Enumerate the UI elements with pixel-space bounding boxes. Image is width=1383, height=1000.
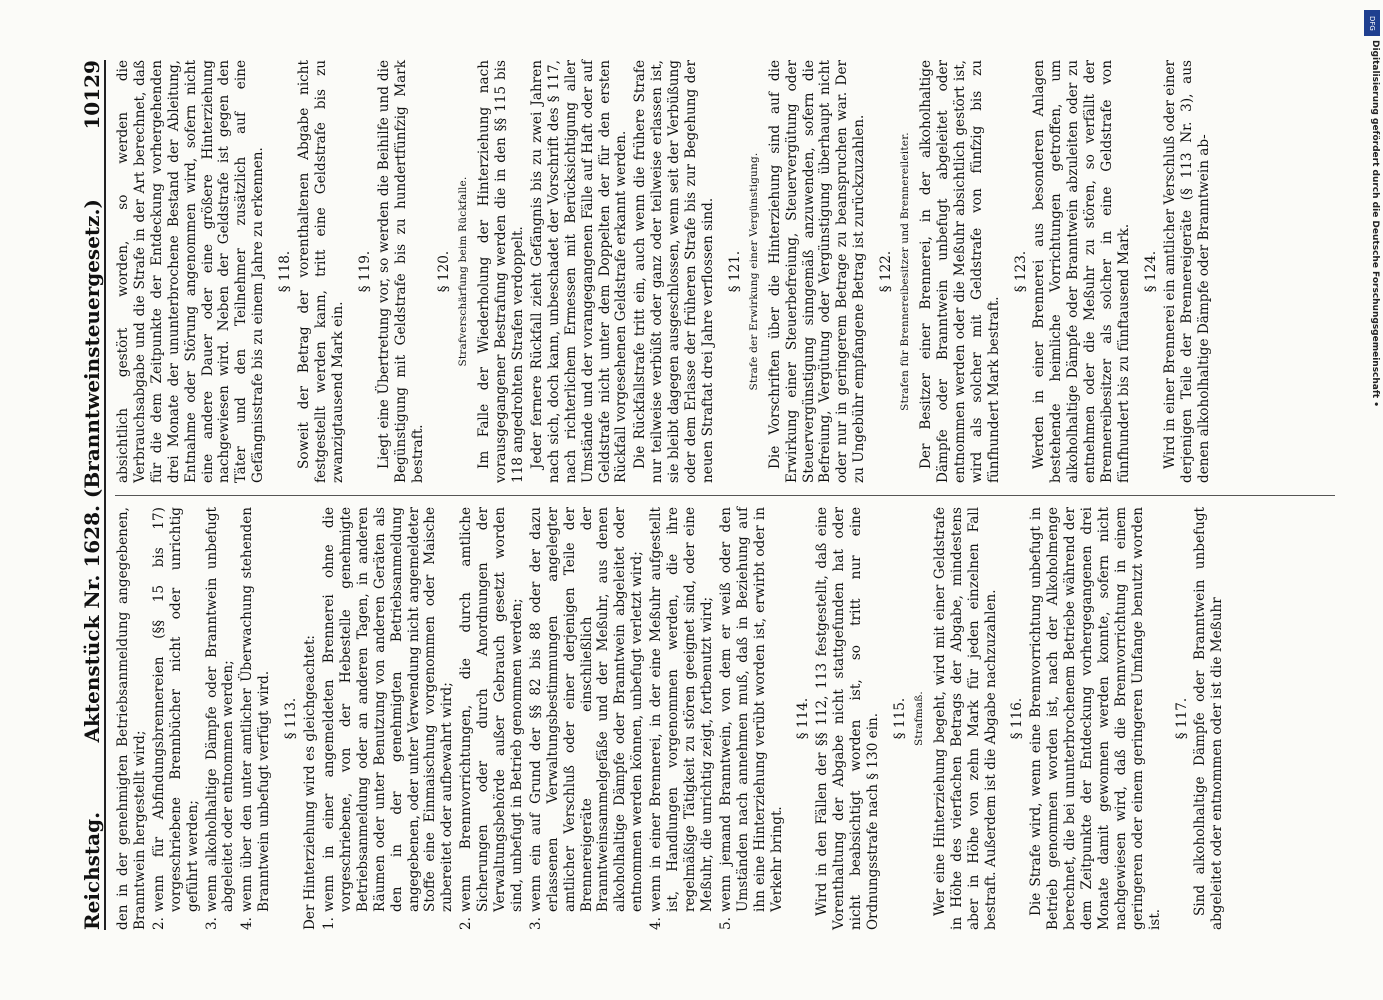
item-number: 3. [203, 917, 220, 930]
numbered-item [204, 507, 238, 930]
section-subtitle: Strafe der Erwirkung einer Vergünstigung. [747, 152, 760, 391]
section-heading: § 124. [1142, 250, 1159, 293]
numbered-item [648, 507, 716, 930]
paragraph: Liegt eine Übertretung vor, so werden die Beihilfe und die Begünstigung mit Geldstrafe bis zu hundertfünfzig Mark bestraft. [375, 60, 426, 483]
page-header [70, 60, 106, 930]
paragraph: Die Rückfallstrafe tritt ein, auch wenn die frühere Strafe nur teilweise verbüßt oder ganz oder teilweise erlassen ist, sie bleibt dagegen ausgeschlossen, wenn seit der Verbüßung oder dem Erlasse der früheren Strafe bis zur Begehung der neuen Straftat drei Jahre verflossen sind. [632, 60, 716, 483]
section-heading: § 115. [891, 697, 908, 740]
numbered-item [239, 507, 273, 930]
item-text: wenn Brennvorrichtungen, die durch amtliche Sicherungen oder durch Anordnungen der Verwaltungsbehörde außer Gebrauch gesetzt worden sind, unbefugt in Betrieb genommen werden; [458, 507, 525, 912]
paragraph: Im Falle der Wiederholung der Hinterziehung nach vorausgegangener Bestrafung werden die in den §§ 115 bis 118 angedrohten Strafen verdoppelt. [476, 60, 527, 483]
item-text: wenn alkoholhaltige Dämpfe oder Branntwein unbefugt abgeleitet oder entnommen werden; [203, 507, 237, 912]
section-heading: § 114. [795, 697, 812, 740]
numbered-item [151, 507, 202, 930]
paragraph: Die Vorschriften über die Hinterziehung sind auf die Erwirkung einer Steuerbefreiung, Steuervergütung oder Steuervergünstigung sinngemäß anzuwenden, sofern die Befreiung, Vergütung oder Vergünstigung überhaupt nicht oder nur in geringerem Betrage zu beanspruchen war. Der zu Ungebühr empfangene Betrag ist zurückzuzahlen. [766, 60, 868, 483]
paragraph: Wird in einer Brennerei ein amtlicher Verschluß oder einer derjenigen Teile der Brennereigeräte (§ 113 Nr. 3), aus denen alkoholhaltige Dämpfe oder Branntwein ab- [1161, 60, 1212, 483]
paragraph: Wer eine Hinterziehung begeht, wird mit einer Geldstrafe in Höhe des vierfachen Betrags der Abgabe, mindestens aber in Höhe von zehn Mark für jeden einzelnen Fall bestraft. Außerdem ist die Abgabe nachzuzahlen. [931, 507, 999, 930]
paragraph: Sind alkoholhaltige Dämpfe oder Branntwein unbefugt abgeleitet oder entnommen oder ist die Meßuhr [1192, 507, 1226, 930]
right-column [115, 60, 1345, 483]
paragraph: Wird in den Fällen der §§ 112, 113 festgestellt, daß eine Vorenthaltung der Abgabe nicht stattgefunden hat oder nicht beabsichtigt worden ist, so tritt nur eine Ordnungsstrafe nach § 130 ein. [814, 507, 882, 930]
paragraph: Der Hinterziehung wird es gleichgeachtet: [302, 635, 319, 930]
header-law-title: (Branntweinsteuergesetz.) [80, 199, 104, 499]
paragraph: absichtlich gestört worden, so werden die Verbrauchsabgabe und die Strafe in der Art berechnet, daß für die dem Zeitpunkte der Entdeckung vorhergehenden drei Monate der ununterbrochene Bestand der Ableitung, Entnahme oder Störung angenommen wird, sofern nicht eine andere Dauer oder eine größere Hinterziehung nachgewiesen wird. Neben der Geldstrafe ist gegen den Täter und den Teilnehmer zusätzlich auf eine Gefängnisstrafe bis zu einem Jahre zu erkennen. [115, 60, 267, 483]
page-number: 10129 [80, 60, 104, 130]
paragraph: Jeder fernere Rückfall zieht Gefängnis bis zu zwei Jahren nach sich, doch kann, unbeschadet der Vorschrift des § 117, nach richterlichem Ermessen mit Berücksichtigung aller Umstände und der vorangegangenen Fälle auf Haft oder auf Geldstrafe nicht unter dem Doppelten der für den ersten Rückfall vorgesehenen Geldstrafe erkannt werden. [528, 60, 630, 483]
item-number: 1. [320, 917, 337, 930]
numbered-item [718, 507, 786, 930]
item-number: 4. [648, 917, 665, 930]
section-heading: § 113. [283, 697, 300, 740]
section-heading: § 117. [1173, 697, 1190, 740]
item-number: 4. [239, 917, 256, 930]
section-heading: § 120. [436, 250, 453, 293]
section-heading: § 118. [277, 250, 294, 293]
numbered-item [528, 507, 646, 930]
numbered-item [321, 507, 456, 930]
item-text: wenn für Abfindungsbrennereien (§§ 15 bis 17) vorgeschriebene Brennbücher nicht oder unrichtig geführt werden; [150, 507, 201, 912]
item-number: 3. [527, 917, 544, 930]
section-heading: § 123. [1012, 250, 1029, 293]
item-text: wenn über den unter amtlicher Überwachung stehenden Branntwein unbefugt verfügt wird. [239, 507, 273, 912]
paragraph: Werden in einer Brennerei aus besonderen Anlagen bestehende heimliche Vorrichtungen getroffen, um alkoholhaltige Dämpfe oder Branntwein abzuleiten oder zu entnehmen oder die Meßuhr zu stören, so verfällt der Brennereibesitzer als solcher in eine Geldstrafe von fünfhundert bis zu fünftausend Mark. [1031, 60, 1132, 483]
item-text: wenn in einer Brennerei, in der eine Meßuhr aufgestellt ist, Handlungen vorgenommen werden, die ihre regelmäßige Tätigkeit zu stören geeignet sind, oder eine Meßuhr, die unrichtig zeigt, fortbenutzt wird; [648, 507, 715, 912]
item-number: 2. [150, 917, 167, 930]
paragraph: Soweit der Betrag der vorenthaltenen Abgabe nicht festgestellt werden kann, tritt eine Geldstrafe bis zu zwanzigtausend Mark ein. [296, 60, 346, 483]
dfg-logo: DFG [1364, 10, 1380, 36]
item-number: 2. [458, 917, 475, 930]
section-heading: § 119. [356, 250, 373, 293]
digitization-credit: Digitalisierung gefördert durch die Deutsche Forschungsgemeinschaft • [1370, 40, 1380, 407]
paragraph: den in der genehmigten Betriebsanmeldung angegebenen, Branntwein hergestellt wird; [115, 507, 148, 930]
header-center [80, 199, 104, 742]
item-text: wenn ein auf Grund der §§ 82 bis 88 oder der dazu erlassenen Verwaltungsbestimmungen angelegter amtlicher Verschluß oder einer derjenigen Teile der Brennereigeräte einschließlich der Branntweinsammelgefäße und der Meßuhr, aus denen alkoholhaltige Dämpfe oder Branntwein abgeleitet oder entnommen werden können, unbefugt verletzt wird; [527, 507, 646, 912]
header-left: Reichstag. [80, 811, 104, 930]
item-text: wenn jemand Branntwein, von dem er weiß oder den Umständen nach annehmen muß, daß in Beziehung auf ihn eine Hinterziehung verübt worden ist, erwirbt oder in Verkehr bringt. [717, 507, 785, 912]
numbered-item [458, 507, 526, 930]
section-subtitle: Strafmaß. [912, 691, 925, 746]
section-subtitle: Strafverschärfung beim Rückfalle. [457, 176, 470, 367]
section-heading: § 122. [878, 250, 895, 293]
paragraph: Der Besitzer einer Brennerei, in der alkoholhaltige Dämpfe oder Branntwein unbefugt abgeleitet oder entnommen werden oder die Meßuhr absichtlich gestört ist, wird als solcher mit Geldstrafe von fünfzig bis zu fünfhundert Mark bestraft. [917, 60, 1002, 483]
header-document-number: Aktenstück Nr. 1628. [80, 505, 104, 743]
section-heading: § 121. [726, 250, 743, 293]
item-text: wenn in einer angemeldeten Brennerei ohne die vorgeschriebene, von der Hebestelle genehmigte Betriebsanmeldung oder an anderen Tagen, in anderen Räumen oder unter Benutzung von anderen Geräten als den in der genehmigten Betriebsanmeldung angegebenen, oder unter Verwendung nicht angemeldeter Stoffe eine Einmaischung vorgenommen oder Maische zubereitet oder aufbewahrt wird; [320, 507, 456, 912]
section-subtitle: Strafen für Brennereibesitzer und Brennereileiter. [899, 132, 912, 411]
item-number: 5. [717, 917, 734, 930]
left-column [115, 507, 1345, 930]
paragraph: Die Strafe wird, wenn eine Brennvorrichtung unbefugt in Betrieb genommen worden ist, nach der Alkoholmenge berechnet, die bei ununterbrochenem Betriebe während der dem Zeitpunkte der Entdeckung vorhergegangenen drei Monate damit gewonnen werden konnte, sofern nicht nachgewiesen wird, daß die Brennvorrichtung in einem geringeren oder einem geringeren Umfange benutzt worden ist. [1028, 507, 1163, 930]
text-columns [115, 60, 1345, 930]
section-heading: § 116. [1009, 697, 1026, 740]
